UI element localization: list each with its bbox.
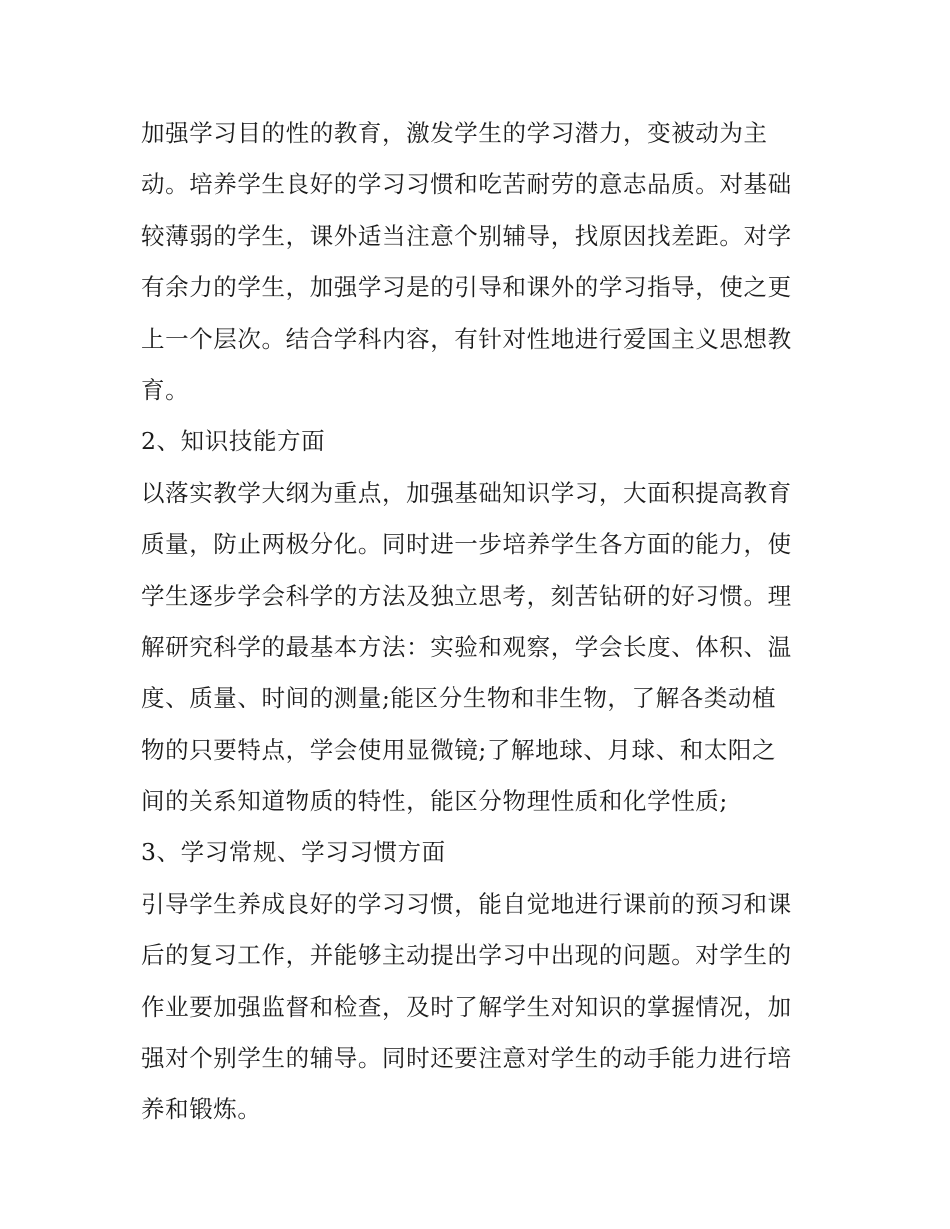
- text-line: 养和锻炼。: [141, 1095, 262, 1124]
- text-line: 有余力的学生，加强学习是的引导和课外的学习指导，使之更: [141, 273, 792, 302]
- text-line: 学生逐步学会科学的方法及独立思考，刻苦钻研的好习惯。理: [141, 581, 792, 610]
- text-line: 解研究科学的最基本方法：实验和观察，学会长度、体积、温: [141, 632, 792, 661]
- text-line: 后的复习工作，并能够主动提出学习中出现的问题。对学生的: [141, 941, 792, 970]
- text-line: 物的只要特点，学会使用显微镜;了解地球、月球、和太阳之: [141, 735, 777, 764]
- text-line: 育。: [141, 375, 190, 404]
- text-line: 动。培养学生良好的学习习惯和吃苦耐劳的意志品质。对基础: [141, 170, 792, 199]
- text-line: 以落实教学大纲为重点，加强基础知识学习，大面积提高教育: [141, 478, 792, 507]
- text-line: 间的关系知道物质的特性，能区分物理性质和化学性质;: [141, 787, 728, 816]
- text-line: 度、质量、时间的测量;能区分生物和非生物，了解各类动植: [141, 684, 777, 713]
- section-heading-study-habits: 3、学习常规、学习习惯方面: [141, 838, 446, 867]
- text-line: 引导学生养成良好的学习习惯，能自觉地进行课前的预习和课: [141, 889, 792, 918]
- text-line: 较薄弱的学生，课外适当注意个别辅导，找原因找差距。对学: [141, 221, 792, 250]
- text-line: 作业要加强监督和检查，及时了解学生对知识的掌握情况，加: [141, 992, 792, 1021]
- text-line: 质量，防止两极分化。同时进一步培养学生各方面的能力，使: [141, 530, 792, 559]
- text-line: 强对个别学生的辅导。同时还要注意对学生的动手能力进行培: [141, 1044, 792, 1073]
- text-line: 加强学习目的性的教育，激发学生的学习潜力，变被动为主: [141, 119, 768, 147]
- section-heading-knowledge-skills: 2、知识技能方面: [141, 427, 326, 456]
- text-line: 上一个层次。结合学科内容，有针对性地进行爱国主义思想教: [141, 324, 792, 353]
